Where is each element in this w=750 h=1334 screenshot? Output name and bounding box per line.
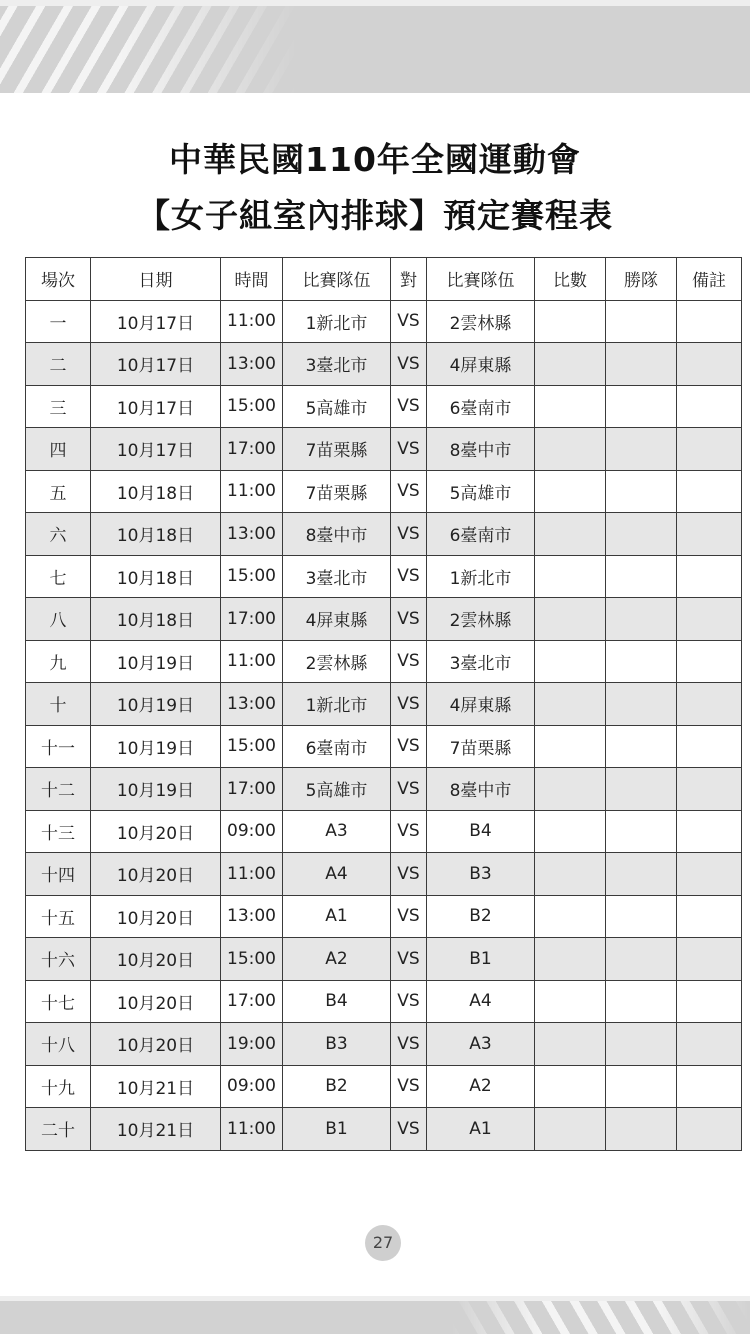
cell-team-a: 1新北市: [283, 683, 391, 726]
cell-team-a: B4: [283, 980, 391, 1023]
cell-winner: [606, 555, 677, 598]
cell-round: 七: [26, 555, 91, 598]
cell-date: 10月19日: [91, 640, 221, 683]
cell-winner: [606, 513, 677, 556]
cell-note: [677, 853, 742, 896]
cell-vs: VS: [391, 810, 427, 853]
table-row: [26, 598, 742, 641]
header-team-b: 比賽隊伍: [427, 258, 535, 301]
cell-time: 09:00: [221, 1065, 283, 1108]
table-row: [26, 343, 742, 386]
cell-time: 15:00: [221, 385, 283, 428]
cell-round: 八: [26, 598, 91, 641]
cell-vs: VS: [391, 1108, 427, 1151]
table-row: [26, 938, 742, 981]
cell-note: [677, 1023, 742, 1066]
cell-note: [677, 895, 742, 938]
cell-team-b: 1新北市: [427, 555, 535, 598]
cell-vs: VS: [391, 428, 427, 471]
cell-vs: VS: [391, 598, 427, 641]
cell-note: [677, 598, 742, 641]
cell-team-a: 2雲林縣: [283, 640, 391, 683]
cell-score: [535, 683, 606, 726]
cell-vs: VS: [391, 768, 427, 811]
cell-note: [677, 1065, 742, 1108]
header-round: 場次: [26, 258, 91, 301]
cell-time: 11:00: [221, 640, 283, 683]
schedule-table: [25, 257, 742, 1151]
header-date: 日期: [91, 258, 221, 301]
cell-date: 10月21日: [91, 1065, 221, 1108]
cell-date: 10月18日: [91, 555, 221, 598]
cell-time: 17:00: [221, 980, 283, 1023]
table-row: [26, 1108, 742, 1151]
footer-band: [0, 1296, 750, 1334]
cell-time: 13:00: [221, 513, 283, 556]
cell-winner: [606, 938, 677, 981]
header-note: 備註: [677, 258, 742, 301]
cell-winner: [606, 980, 677, 1023]
cell-team-a: A2: [283, 938, 391, 981]
table-row: [26, 683, 742, 726]
cell-vs: VS: [391, 1023, 427, 1066]
cell-date: 10月18日: [91, 513, 221, 556]
cell-date: 10月20日: [91, 810, 221, 853]
cell-time: 17:00: [221, 768, 283, 811]
cell-winner: [606, 683, 677, 726]
cell-score: [535, 853, 606, 896]
header-stripe-pattern: [0, 6, 300, 93]
cell-winner: [606, 725, 677, 768]
cell-round: 十八: [26, 1023, 91, 1066]
cell-date: 10月20日: [91, 895, 221, 938]
cell-team-a: B1: [283, 1108, 391, 1151]
schedule-body: [26, 300, 742, 1150]
cell-round: 十四: [26, 853, 91, 896]
cell-date: 10月19日: [91, 683, 221, 726]
table-row: [26, 853, 742, 896]
cell-vs: VS: [391, 853, 427, 896]
header-vs: 對: [391, 258, 427, 301]
cell-team-a: B2: [283, 1065, 391, 1108]
header-team-a: 比賽隊伍: [283, 258, 391, 301]
header-winner: 勝隊: [606, 258, 677, 301]
cell-team-a: 3臺北市: [283, 343, 391, 386]
table-row: [26, 980, 742, 1023]
cell-date: 10月17日: [91, 300, 221, 343]
cell-note: [677, 428, 742, 471]
cell-vs: VS: [391, 343, 427, 386]
cell-score: [535, 1023, 606, 1066]
cell-team-b: B4: [427, 810, 535, 853]
cell-date: 10月20日: [91, 1023, 221, 1066]
cell-date: 10月19日: [91, 725, 221, 768]
cell-team-b: 5高雄市: [427, 470, 535, 513]
cell-note: [677, 725, 742, 768]
cell-vs: VS: [391, 385, 427, 428]
table-row: [26, 555, 742, 598]
cell-winner: [606, 895, 677, 938]
cell-time: 15:00: [221, 555, 283, 598]
table-row: [26, 640, 742, 683]
cell-time: 11:00: [221, 300, 283, 343]
cell-round: 十一: [26, 725, 91, 768]
cell-round: 十六: [26, 938, 91, 981]
header-band: [0, 0, 750, 93]
cell-team-b: 8臺中市: [427, 428, 535, 471]
cell-note: [677, 513, 742, 556]
cell-round: 六: [26, 513, 91, 556]
cell-time: 09:00: [221, 810, 283, 853]
cell-note: [677, 980, 742, 1023]
cell-team-b: B1: [427, 938, 535, 981]
page-number-badge: 27: [365, 1225, 401, 1261]
cell-vs: VS: [391, 640, 427, 683]
cell-score: [535, 895, 606, 938]
cell-date: 10月21日: [91, 1108, 221, 1151]
table-row: [26, 895, 742, 938]
cell-score: [535, 768, 606, 811]
cell-vs: VS: [391, 938, 427, 981]
cell-vs: VS: [391, 470, 427, 513]
cell-team-b: A1: [427, 1108, 535, 1151]
cell-team-a: A1: [283, 895, 391, 938]
header-score: 比數: [535, 258, 606, 301]
cell-round: 十三: [26, 810, 91, 853]
cell-round: 二: [26, 343, 91, 386]
cell-date: 10月20日: [91, 853, 221, 896]
cell-note: [677, 343, 742, 386]
page-subtitle: 【女子組室內排球】預定賽程表: [137, 196, 613, 235]
cell-score: [535, 980, 606, 1023]
cell-winner: [606, 300, 677, 343]
cell-time: 11:00: [221, 1108, 283, 1151]
cell-team-a: 8臺中市: [283, 513, 391, 556]
cell-round: 十五: [26, 895, 91, 938]
cell-date: 10月18日: [91, 598, 221, 641]
cell-winner: [606, 385, 677, 428]
cell-score: [535, 513, 606, 556]
cell-team-b: B2: [427, 895, 535, 938]
table-row: [26, 768, 742, 811]
cell-score: [535, 300, 606, 343]
cell-vs: VS: [391, 513, 427, 556]
cell-team-b: 2雲林縣: [427, 300, 535, 343]
cell-winner: [606, 428, 677, 471]
cell-round: 十: [26, 683, 91, 726]
cell-team-a: 7苗栗縣: [283, 428, 391, 471]
cell-round: 十七: [26, 980, 91, 1023]
cell-team-a: 3臺北市: [283, 555, 391, 598]
cell-date: 10月17日: [91, 428, 221, 471]
cell-team-b: B3: [427, 853, 535, 896]
table-row: [26, 513, 742, 556]
cell-score: [535, 385, 606, 428]
table-row: [26, 1065, 742, 1108]
cell-team-a: 5高雄市: [283, 385, 391, 428]
cell-team-a: 5高雄市: [283, 768, 391, 811]
cell-note: [677, 938, 742, 981]
cell-team-b: 6臺南市: [427, 513, 535, 556]
cell-winner: [606, 470, 677, 513]
header-time: 時間: [221, 258, 283, 301]
cell-date: 10月17日: [91, 385, 221, 428]
cell-round: 三: [26, 385, 91, 428]
cell-team-a: A4: [283, 853, 391, 896]
cell-round: 十九: [26, 1065, 91, 1108]
cell-note: [677, 640, 742, 683]
cell-score: [535, 428, 606, 471]
table-row: [26, 725, 742, 768]
cell-team-b: 4屏東縣: [427, 683, 535, 726]
cell-team-a: 4屏東縣: [283, 598, 391, 641]
cell-team-a: 7苗栗縣: [283, 470, 391, 513]
cell-time: 13:00: [221, 895, 283, 938]
cell-team-a: 6臺南市: [283, 725, 391, 768]
cell-time: 17:00: [221, 428, 283, 471]
cell-winner: [606, 1108, 677, 1151]
cell-team-b: A3: [427, 1023, 535, 1066]
footer-stripe-pattern: [450, 1301, 750, 1334]
cell-team-b: 2雲林縣: [427, 598, 535, 641]
cell-winner: [606, 810, 677, 853]
cell-score: [535, 938, 606, 981]
cell-winner: [606, 1065, 677, 1108]
cell-date: 10月18日: [91, 470, 221, 513]
cell-winner: [606, 598, 677, 641]
cell-time: 11:00: [221, 470, 283, 513]
cell-team-a: A3: [283, 810, 391, 853]
cell-note: [677, 683, 742, 726]
table-row: [26, 385, 742, 428]
cell-round: 九: [26, 640, 91, 683]
cell-vs: VS: [391, 555, 427, 598]
cell-team-b: A4: [427, 980, 535, 1023]
cell-time: 13:00: [221, 343, 283, 386]
cell-note: [677, 385, 742, 428]
cell-winner: [606, 343, 677, 386]
cell-date: 10月20日: [91, 980, 221, 1023]
page-title: 中華民國110年全國運動會: [169, 140, 581, 179]
cell-vs: VS: [391, 725, 427, 768]
cell-score: [535, 598, 606, 641]
cell-date: 10月19日: [91, 768, 221, 811]
cell-score: [535, 343, 606, 386]
cell-note: [677, 555, 742, 598]
cell-time: 15:00: [221, 938, 283, 981]
cell-score: [535, 810, 606, 853]
cell-round: 五: [26, 470, 91, 513]
cell-time: 17:00: [221, 598, 283, 641]
cell-round: 十二: [26, 768, 91, 811]
cell-date: 10月17日: [91, 343, 221, 386]
table-row: [26, 810, 742, 853]
cell-note: [677, 300, 742, 343]
cell-vs: VS: [391, 980, 427, 1023]
cell-team-a: B3: [283, 1023, 391, 1066]
cell-time: 19:00: [221, 1023, 283, 1066]
cell-score: [535, 470, 606, 513]
cell-team-b: 8臺中市: [427, 768, 535, 811]
cell-winner: [606, 1023, 677, 1066]
cell-note: [677, 810, 742, 853]
cell-time: 11:00: [221, 853, 283, 896]
cell-note: [677, 470, 742, 513]
cell-team-b: 3臺北市: [427, 640, 535, 683]
cell-round: 四: [26, 428, 91, 471]
cell-time: 15:00: [221, 725, 283, 768]
cell-note: [677, 1108, 742, 1151]
table-row: [26, 470, 742, 513]
cell-time: 13:00: [221, 683, 283, 726]
cell-vs: VS: [391, 1065, 427, 1108]
cell-team-a: 1新北市: [283, 300, 391, 343]
cell-vs: VS: [391, 300, 427, 343]
cell-score: [535, 1108, 606, 1151]
cell-team-b: A2: [427, 1065, 535, 1108]
cell-score: [535, 555, 606, 598]
table-header-row: [26, 258, 742, 301]
cell-round: 一: [26, 300, 91, 343]
cell-team-b: 7苗栗縣: [427, 725, 535, 768]
table-row: [26, 1023, 742, 1066]
cell-team-b: 4屏東縣: [427, 343, 535, 386]
table-row: [26, 428, 742, 471]
cell-note: [677, 768, 742, 811]
cell-team-b: 6臺南市: [427, 385, 535, 428]
cell-winner: [606, 768, 677, 811]
cell-date: 10月20日: [91, 938, 221, 981]
cell-score: [535, 640, 606, 683]
cell-score: [535, 725, 606, 768]
cell-winner: [606, 640, 677, 683]
cell-score: [535, 1065, 606, 1108]
table-row: [26, 300, 742, 343]
cell-vs: VS: [391, 895, 427, 938]
cell-vs: VS: [391, 683, 427, 726]
cell-round: 二十: [26, 1108, 91, 1151]
cell-winner: [606, 853, 677, 896]
